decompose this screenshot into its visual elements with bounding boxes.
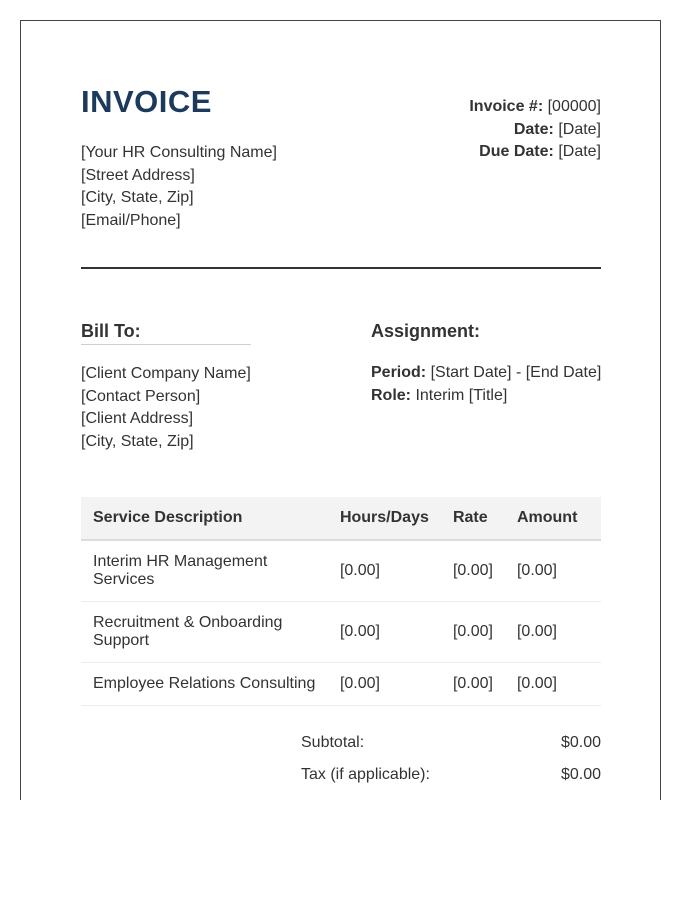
period-label: Period: xyxy=(371,364,427,381)
service-amount: [0.00] xyxy=(505,540,601,602)
assignment-block xyxy=(371,319,611,407)
assignment-details xyxy=(371,362,611,407)
header-divider xyxy=(81,267,601,269)
service-description: Recruitment & Onboarding Support xyxy=(81,602,328,663)
invoice-date-value: [Date] xyxy=(558,120,601,138)
subtotal-row xyxy=(301,727,601,759)
services-table xyxy=(81,497,601,706)
col-header-rate: Rate xyxy=(441,497,505,540)
service-description: Interim HR Management Services xyxy=(81,540,328,602)
service-rate: [0.00] xyxy=(441,540,505,602)
invoice-number-row xyxy=(469,96,601,119)
service-amount: [0.00] xyxy=(505,663,601,706)
client-street: [Client Address] xyxy=(81,410,194,427)
invoice-date-row xyxy=(469,119,601,142)
invoice-due-date-value: [Date] xyxy=(558,143,601,160)
bill-to-block xyxy=(81,319,251,453)
period-value: [Start Date] - [End Date] xyxy=(430,364,602,381)
tax-value: $0.00 xyxy=(560,766,601,783)
invoice-title: INVOICE xyxy=(81,84,212,119)
service-amount: [0.00] xyxy=(505,602,601,663)
company-city: [City, State, Zip] xyxy=(81,189,194,206)
table-row xyxy=(81,663,601,706)
bill-to-heading: Bill To: xyxy=(81,319,251,345)
invoice-header xyxy=(81,21,601,269)
client-contact: [Contact Person] xyxy=(81,387,201,405)
company-contact: [Email/Phone] xyxy=(81,211,181,229)
client-city: [City, State, Zip] xyxy=(81,432,194,450)
invoice-number-value: [00000] xyxy=(547,98,601,115)
client-company: [Client Company Name] xyxy=(81,365,251,382)
tax-label: Tax (if applicable): xyxy=(301,766,430,783)
company-name: [Your HR Consulting Name] xyxy=(81,144,277,161)
invoice-date-label: Date: xyxy=(513,120,554,138)
service-hours: [0.00] xyxy=(328,663,441,706)
subtotal-label: Subtotal: xyxy=(301,734,365,751)
invoice-page xyxy=(20,20,661,800)
company-address xyxy=(81,142,277,232)
client-address xyxy=(81,363,251,453)
invoice-due-date-label: Due Date: xyxy=(479,143,554,160)
service-rate: [0.00] xyxy=(441,663,505,706)
table-row xyxy=(81,602,601,663)
invoice-number-label: Invoice #: xyxy=(469,98,544,115)
assignment-heading: Assignment: xyxy=(371,321,481,341)
service-hours: [0.00] xyxy=(328,602,441,663)
totals-section xyxy=(301,727,601,800)
role-label: Role: xyxy=(371,386,411,404)
service-rate: [0.00] xyxy=(441,602,505,663)
service-description: Employee Relations Consulting xyxy=(81,663,328,706)
invoice-meta xyxy=(469,96,601,164)
tax-row xyxy=(301,759,601,791)
company-street: [Street Address] xyxy=(81,166,195,184)
col-header-hours: Hours/Days xyxy=(328,497,441,540)
service-hours: [0.00] xyxy=(328,540,441,602)
assignment-period-row xyxy=(371,362,611,385)
col-header-description: Service Description xyxy=(81,497,328,540)
role-value: Interim [Title] xyxy=(415,386,508,404)
table-row xyxy=(81,540,601,602)
subtotal-value: $0.00 xyxy=(560,734,601,751)
invoice-content xyxy=(81,21,602,783)
invoice-due-date-row xyxy=(469,141,601,164)
services-header-row xyxy=(81,497,601,540)
col-header-amount: Amount xyxy=(505,497,601,540)
assignment-role-row xyxy=(371,385,611,408)
